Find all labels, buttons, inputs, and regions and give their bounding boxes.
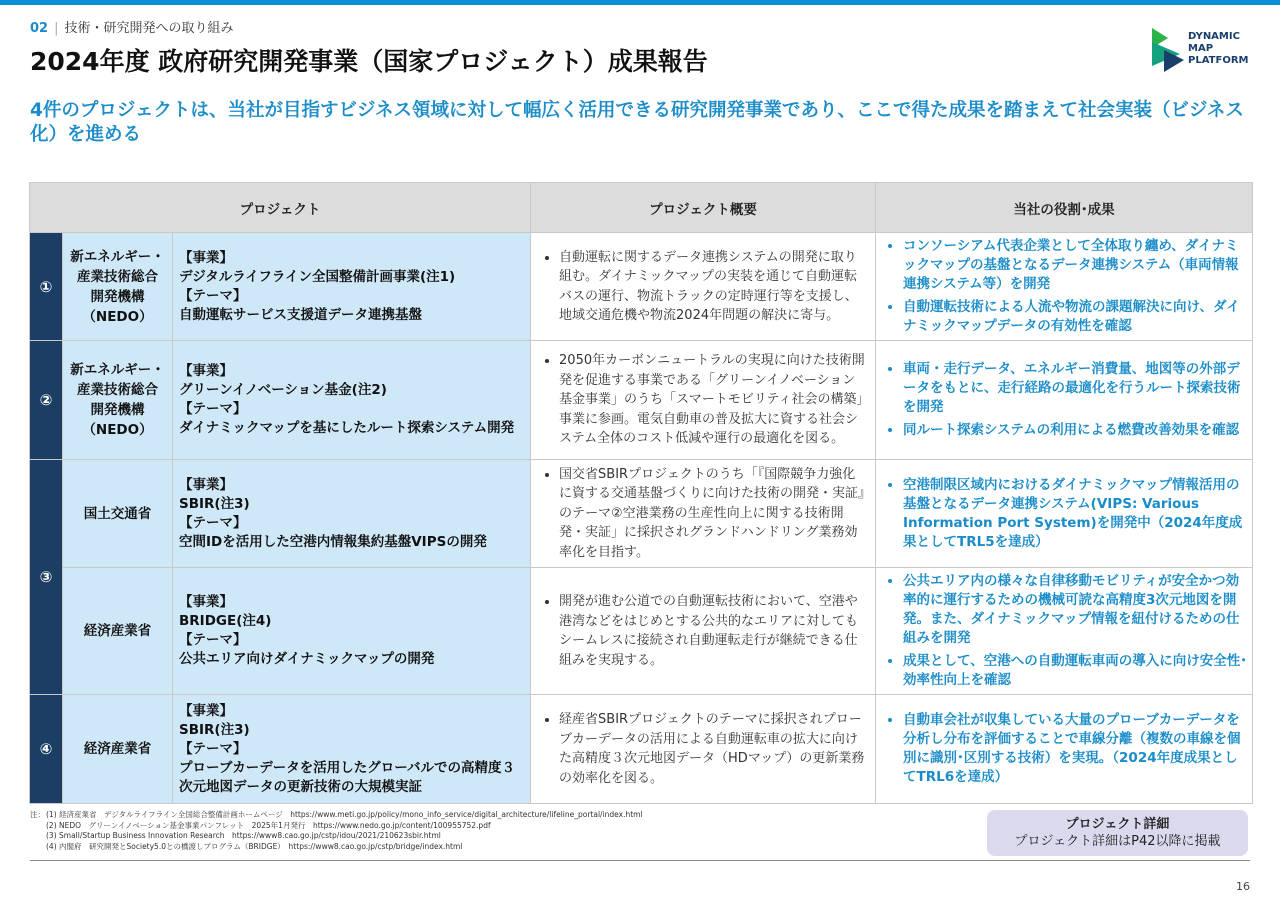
role-item: • 車両・走行データ、エネルギー消費量、地図等の外部データをもとに、走行経路の最適化を行うルート探索技術を開発 [903,360,1248,417]
project-line: 【事業】 [179,249,233,266]
project-line: SBIR(注3) [179,495,250,512]
project-name [173,341,531,460]
detail-button-title: プロジェクト詳細 [1065,817,1170,832]
org-line: （NEDO） [82,308,153,325]
project-overview [531,341,876,460]
org-line: 経済産業省 [83,623,152,639]
overview-text: • 自動運転に関するデータ連携システムの開発に取り組む。ダイナミックマップの実装を通じて自動運転バスの運行、物流トラックの定時運行等を支援し、地域交通危機や物流2024年問題の解決に寄与。 [559,248,865,326]
organization [63,341,173,460]
logo-line: MAP [1188,43,1214,54]
organization [63,695,173,804]
project-line: 【テーマ】 [179,632,247,648]
project-overview [531,695,876,804]
row-number: ③ [30,460,63,695]
project-detail-button[interactable] [987,810,1248,856]
role-item: • 自動運転技術による人流や物流の課題解決に向け、ダイナミックマップデータの有効性を確認 [903,298,1248,336]
projects-table [29,182,1253,804]
org-line: 国土交通省 [83,505,152,522]
footnote-prefix: 注： [30,810,45,819]
project-line: プローブカーデータを活用したグローバルでの高精度３次元地図データの更新技術の大規模実証 [179,759,516,795]
project-name [173,233,531,341]
org-line: 新エネルギー・ [70,248,165,265]
org-line: 開発機構 [90,288,145,305]
row-number: ② [30,341,63,460]
overview-text: • 開発が進む公道での自動運転技術において、空港や港湾などをはじめとする公共的なエリアに対してもシームレスに接続され自動運転走行が継続できる仕組みを実現する。 [559,592,865,670]
header-project: プロジェクト [30,183,531,233]
project-name [173,695,531,804]
overview-text: • 経産省SBIRプロジェクトのテーマに採択されプローブカーデータの活用による自動運転車の拡大に向けた高精度３次元地図データ（HDマップ）の更新業務の効率化を図る。 [559,710,865,788]
header-overview: プロジェクト概要 [531,183,876,233]
org-line: 産業技術総合 [77,382,158,398]
project-line: 【事業】 [179,476,233,493]
top-accent-bar [0,0,1280,5]
org-line: （NEDO） [82,422,153,438]
organization [63,568,173,695]
footnote-line: (3) Small/Startup Business Innovation Research https://www8.cao.go.jp/cstp/idou/2021/210623sbir.html [46,831,441,840]
logo-text [1188,31,1248,67]
org-line: 産業技術総合 [77,268,158,285]
section-title: 技術・研究開発への取り組み [64,21,234,36]
project-line: 公共エリア向けダイナミックマップの開発 [179,651,435,667]
footer-divider [30,860,1250,861]
project-line: 【テーマ】 [179,401,247,417]
role-item: • 公共エリア内の様々な自律移動モビリティが安全かつ効率的に運行するための機械可読な高精度3次元地図を開発。また、ダイナミックマップ情報を紐付けるための仕組みを開発 [903,572,1248,648]
section-label [30,17,234,36]
project-line: 【事業】 [179,594,233,610]
organization [63,460,173,568]
table-row [30,460,1253,568]
footnote-line: (2) NEDO グリーンイノベーション基金事業パンフレット 2025年1月発行 https://www.nedo.go.jp/content/100955752.pdf [46,820,491,830]
project-line: 【テーマ】 [179,514,247,531]
footnotes [30,810,643,852]
project-line: SBIR(注3) [179,721,250,738]
project-line: グリーンイノベーション基金(注2) [179,382,387,398]
role-item: • 成果として、空港への自動運転車両の導入に向け安全性･効率性向上を確認 [903,652,1248,690]
project-overview [531,568,876,695]
role-item: • 空港制限区域内におけるダイナミックマップ情報活用の基盤となるデータ連携システム(VIPS: Various Information Port System)を開発中（2024年度成果としてTRL5を達成） [903,476,1248,552]
detail-button-subtitle: プロジェクト詳細はP42以降に掲載 [1014,834,1221,849]
project-line: 【テーマ】 [179,287,247,304]
project-line: 【テーマ】 [179,740,247,757]
role-item: • 自動車会社が収集している大量のプローブカーデータを分析し分布を評価することで車線分離（複数の車線を個別に識別･区別する技術）を実現。（2024年度成果としてTRL6を達成） [903,711,1248,787]
footnote-line: (4) 内閣府 研究開発とSociety5.0との橋渡しプログラム（BRIDGE） https://www8.cao.go.jp/cstp/bridge/index.html [46,841,463,851]
table-header-row [30,183,1253,233]
company-role [876,341,1253,460]
project-line: デジタルライフライン全国整備計画事業(注1) [179,268,456,285]
project-name [173,568,531,695]
project-overview [531,233,876,341]
overview-text: • 国交省SBIRプロジェクトのうち「『国際競争力強化に資する交通基盤づくりに向けた技術の開発・実証』のテーマ②空港業務の生産性向上に関する技術開発・実証」に採択されグランドハンドリング業務効率化を目指す。 [559,465,865,563]
role-item: • コンソーシアム代表企業として全体取り纏め、ダイナミックマップの基盤となるデータ連携システム（車両情報連携システム等）を開発 [903,237,1248,294]
section-number: 02 [30,21,49,36]
row-number: ① [30,233,63,341]
company-role [876,695,1253,804]
company-logo [1150,28,1260,74]
page-number: 16 [1236,880,1250,893]
page-title: 2024年度 政府研究開発事業（国家プロジェクト）成果報告 [30,47,708,76]
project-line: 【事業】 [179,363,233,379]
org-line: 新エネルギー・ [70,362,165,378]
logo-line: PLATFORM [1188,55,1249,66]
project-line: 空間IDを活用した空港内情報集約基盤VIPSの開発 [179,533,487,550]
project-line: ダイナミックマップを基にしたルート探索システム開発 [179,420,515,436]
project-line: 【事業】 [179,702,233,719]
company-role [876,460,1253,568]
project-line: BRIDGE(注4) [179,613,272,629]
table-row [30,695,1253,804]
logo-line: DYNAMIC [1188,31,1240,42]
header-role: 当社の役割･成果 [876,183,1253,233]
table-row [30,233,1253,341]
footnote-text: (1) 経済産業省 デジタルライフライン全国総合整備計画ホームページ https://www.meti.go.jp/policy/mono_info_service/digital_architecture/lifeline_portal/index.html [46,810,643,819]
lead-message: 4件のプロジェクトは、当社が目指すビジネス領域に対して幅広く活用できる研究開発事業であり、ここで得た成果を踏まえて社会実装（ビジネス化）を進める [30,100,1244,145]
project-name [173,460,531,568]
section-divider: | [54,21,59,36]
org-line: 開発機構 [90,402,145,418]
row-number: ④ [30,695,63,804]
footnote-line [30,810,643,821]
project-line: 自動運転サービス支援道データ連携基盤 [179,306,422,323]
logo-mark-icon [1150,28,1184,72]
table-row [30,341,1253,460]
org-line: 経済産業省 [83,741,152,757]
organization [63,233,173,341]
company-role [876,568,1253,695]
company-role [876,233,1253,341]
role-item: • 同ルート探索システムの利用による燃費改善効果を確認 [903,421,1248,440]
overview-text: • 2050年カーボンニュートラルの実現に向けた技術開発を促進する事業である「グリーンイノベーション基金事業」のうち「スマートモビリティ社会の構築」事業に参画。電気自動車の普及拡大に資する社会システム全体のコスト低減や運行の最適化を図る。 [559,351,865,449]
project-overview [531,460,876,568]
table-row [30,568,1253,695]
